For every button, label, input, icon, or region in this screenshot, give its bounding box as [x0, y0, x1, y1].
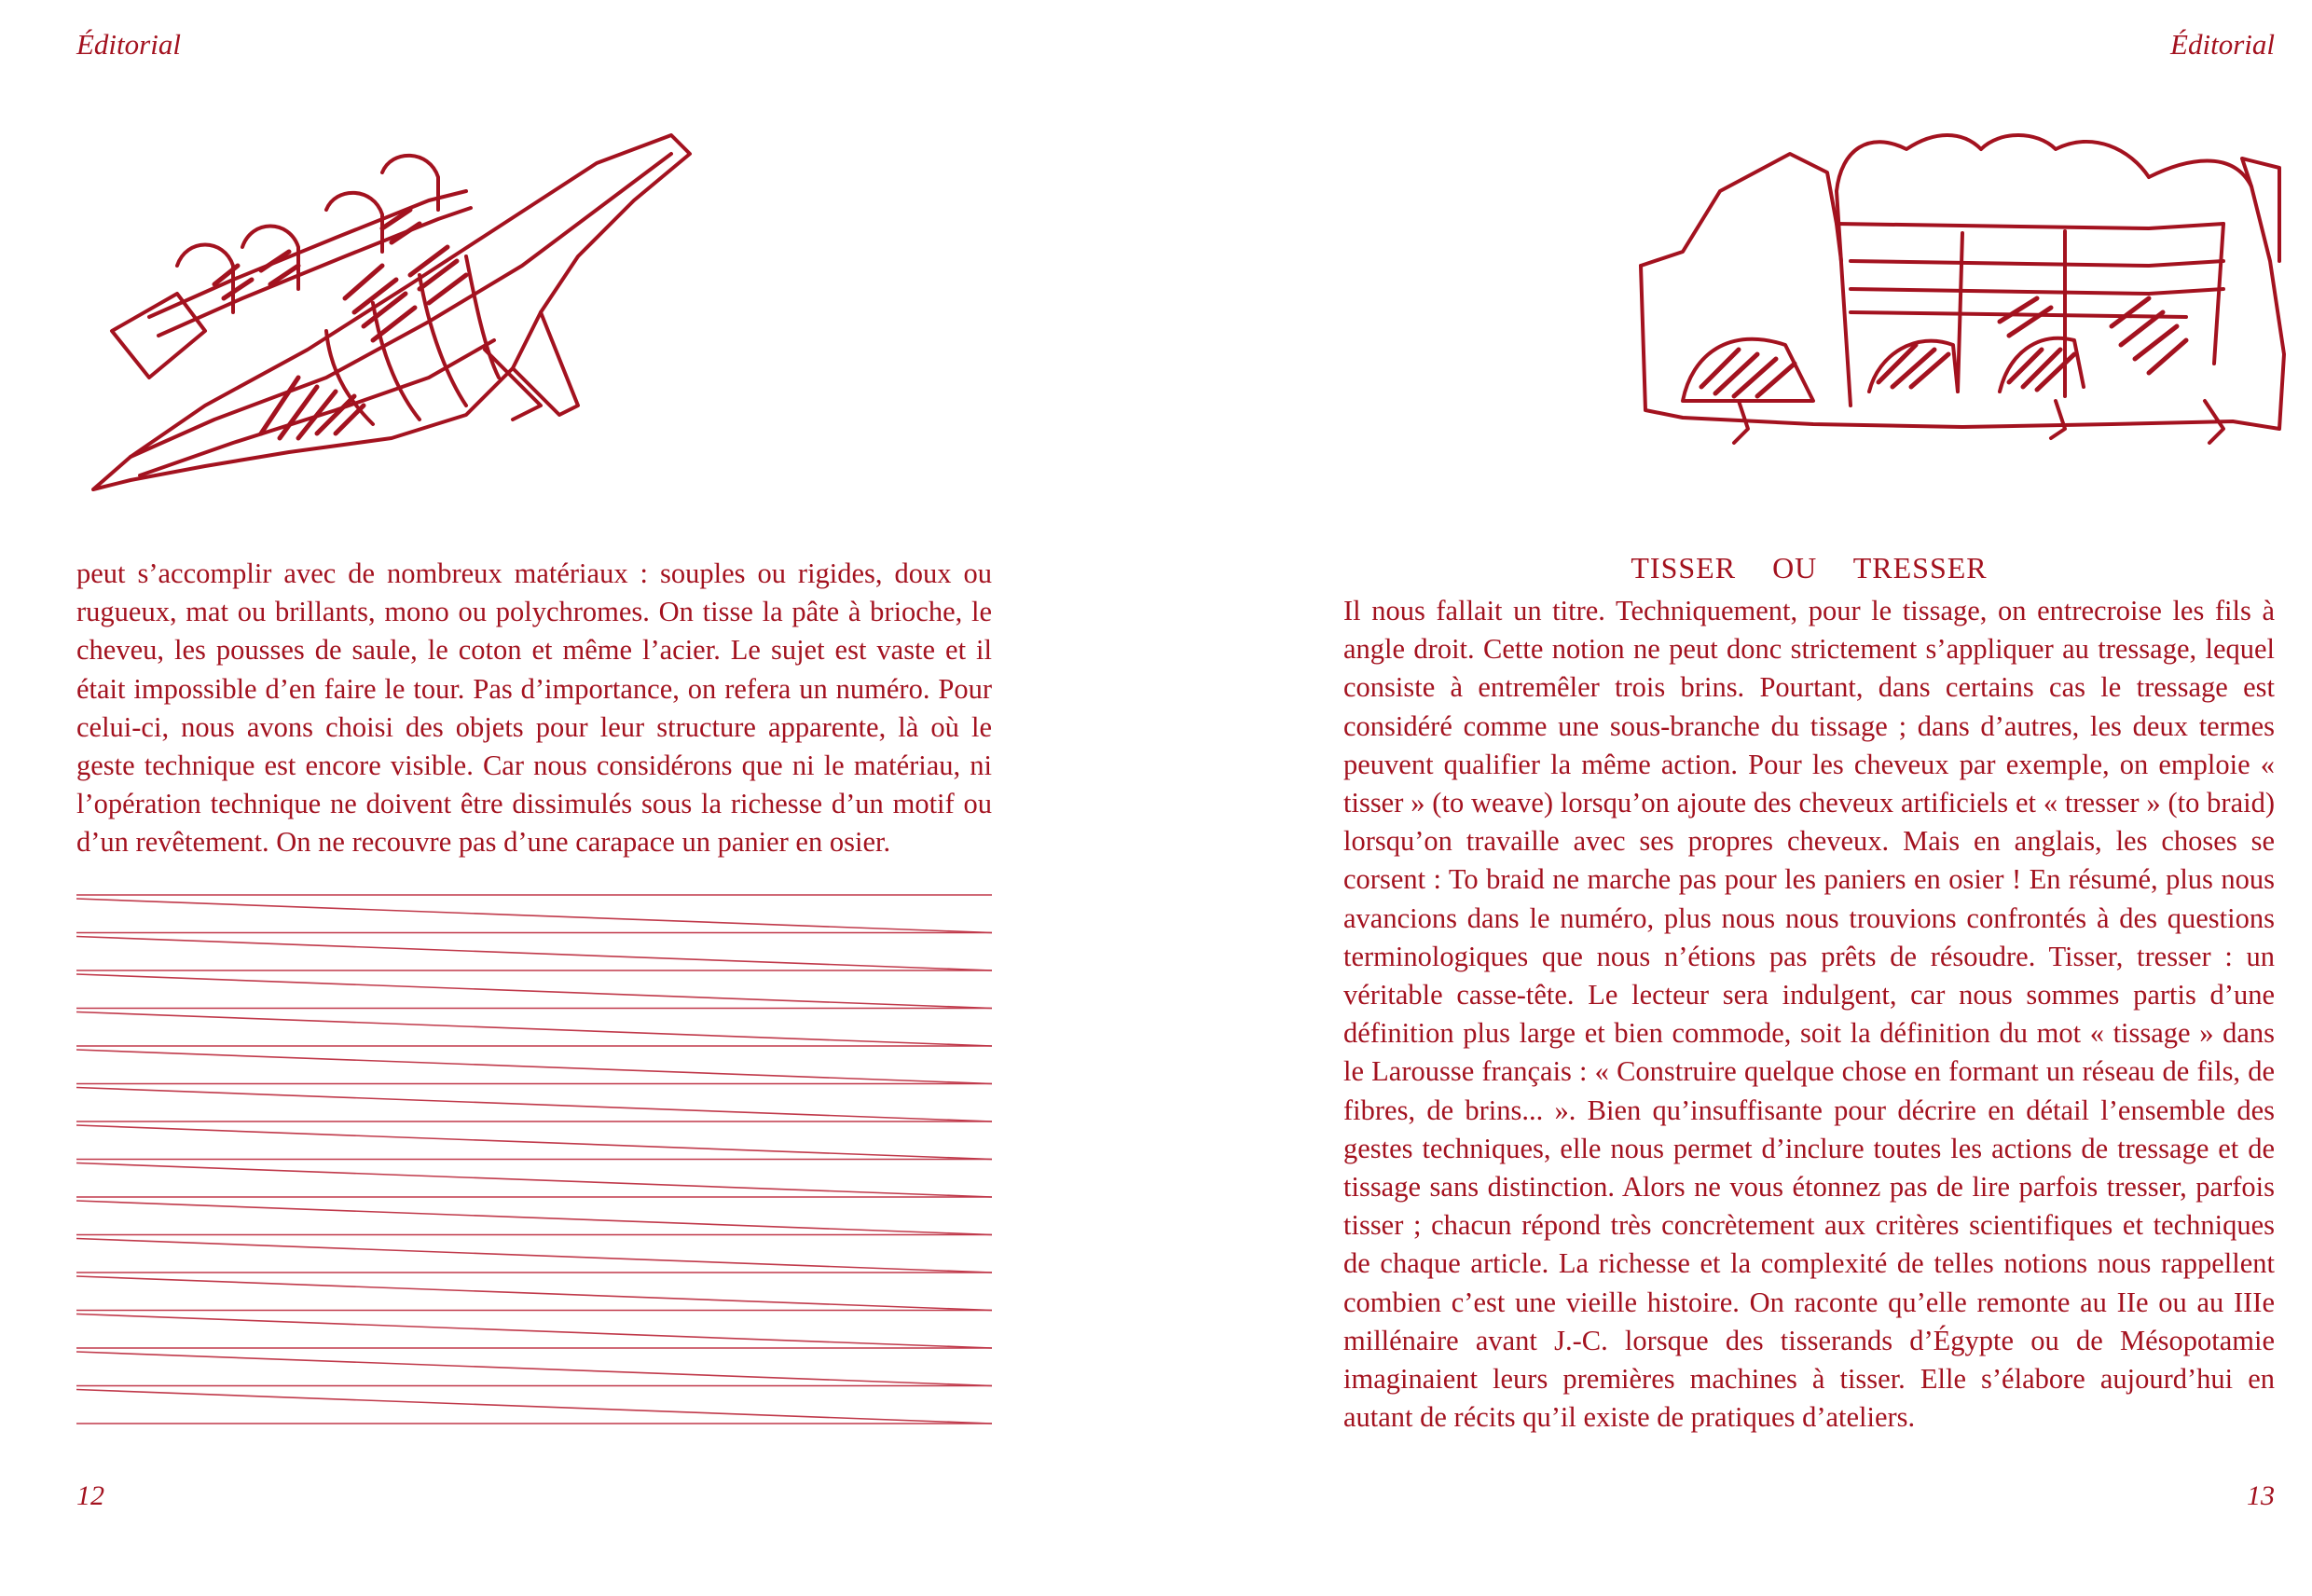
folio-right: 13 [2247, 1480, 2275, 1511]
ruled-line-diagonal [76, 1276, 992, 1311]
left-body-text [76, 555, 992, 862]
ruled-line-diagonal [76, 1314, 992, 1349]
running-head-left: Éditorial [76, 28, 181, 61]
ruled-line-diagonal [76, 1125, 992, 1160]
ruled-line-diagonal [76, 1050, 992, 1084]
ruled-line-diagonal [76, 899, 992, 933]
right-body-text [1343, 592, 2275, 1437]
ruled-lines-decoration [76, 893, 992, 1452]
ruled-line-diagonal [76, 1239, 992, 1273]
ruled-line-diagonal [76, 1201, 992, 1235]
right-page [1156, 0, 2312, 1596]
ruled-line-diagonal [76, 1390, 992, 1424]
ruled-line-diagonal [76, 974, 992, 1009]
right-paragraph: Il nous fallait un titre. Techniquement, pour le tissage, on entrecroise les fils à angle droit. Cette notion ne peut donc strictement s’appliquer au tressage, lequel consiste à entremêler trois brins. Pourtant, dans certains cas le tressage est considéré comme une sous-branche du tissage ; dans d’autres, les deux termes peuvent qualifier la même action. Pour les cheveux par exemple, on emploie « tisser » (to weave) lorsqu’on ajoute des cheveux artificiels et « tresser » (to braid) lorsqu’on travaille avec ses propres cheveux. Mais en anglais, les choses se corsent : To braid ne marche pas pour les paniers en osier ! En résumé, plus nous avancions dans le numéro, plus nous nous trouvions confrontés à des questions terminologiques que nous n’étions pas prêts de résoudre. Tisser, tresser : un véritable casse-tête. Le lecteur sera indulgent, car nous sommes partis d’une définition plus large et bien commode, soit la définition du mot « tissage » dans le Larousse français : « Construire quelque chose en formant un réseau de fils, de fibres, de brins... ». Bien qu’insuffisante pour décrire en détail l’ensemble des gestes techniques, elle nous permet d’inclure toutes les actions de tressage et de tissage sans distinction. Alors ne vous étonnez pas de lire parfois tresser, parfois tisser ; chacun répond très concrètement aux critères scientifiques et techniques de chaque article. La richesse et la complexité de telles notions nous rappellent combien c’est une vieille histoire. On raconte qu’elle remonte au IIe ou au IIIe millénaire avant J.-C. lorsque des tisserands d’Égypte ou de Mésopotamie imaginaient leurs premières machines à tisser. Elle s’élabore aujourd’hui en autant de récits qu’il existe de pratiques d’ateliers. [1343, 595, 2275, 1434]
running-head-right: Éditorial [2170, 28, 2275, 61]
ruled-line-set [76, 895, 992, 1424]
basket-frame-sketch-icon [1627, 121, 2298, 447]
loom-shuttle-sketch-icon [75, 98, 820, 499]
ruled-line-diagonal [76, 937, 992, 971]
folio-left: 12 [76, 1480, 104, 1511]
ruled-line-diagonal [76, 1163, 992, 1198]
ruled-line-diagonal [76, 1012, 992, 1047]
ruled-line-diagonal [76, 1088, 992, 1122]
left-paragraph: peut s’accomplir avec de nombreux matériaux : souples ou rigides, doux ou rugueux, mat ou brillants, mono ou polychromes. On tisse la pâte à brioche, le cheveu, les pousses de saule, le coton et même l’acier. Le sujet est vaste et il était impossible d’en faire le tour. Pas d’importance, on refera un numéro. Pour celui-ci, nous avons choisi des objets pour leur structure apparente, là où le geste technique est encore visible. Car nous considérons que ni le matériau, ni l’opération technique ne doivent être dissimulés sous la richesse d’un motif ou d’un revêtement. On ne recouvre pas d’une carapace un panier en osier. [76, 557, 992, 859]
ruled-line-diagonal [76, 1352, 992, 1386]
section-title: TISSER OU TRESSER [1631, 551, 1988, 585]
